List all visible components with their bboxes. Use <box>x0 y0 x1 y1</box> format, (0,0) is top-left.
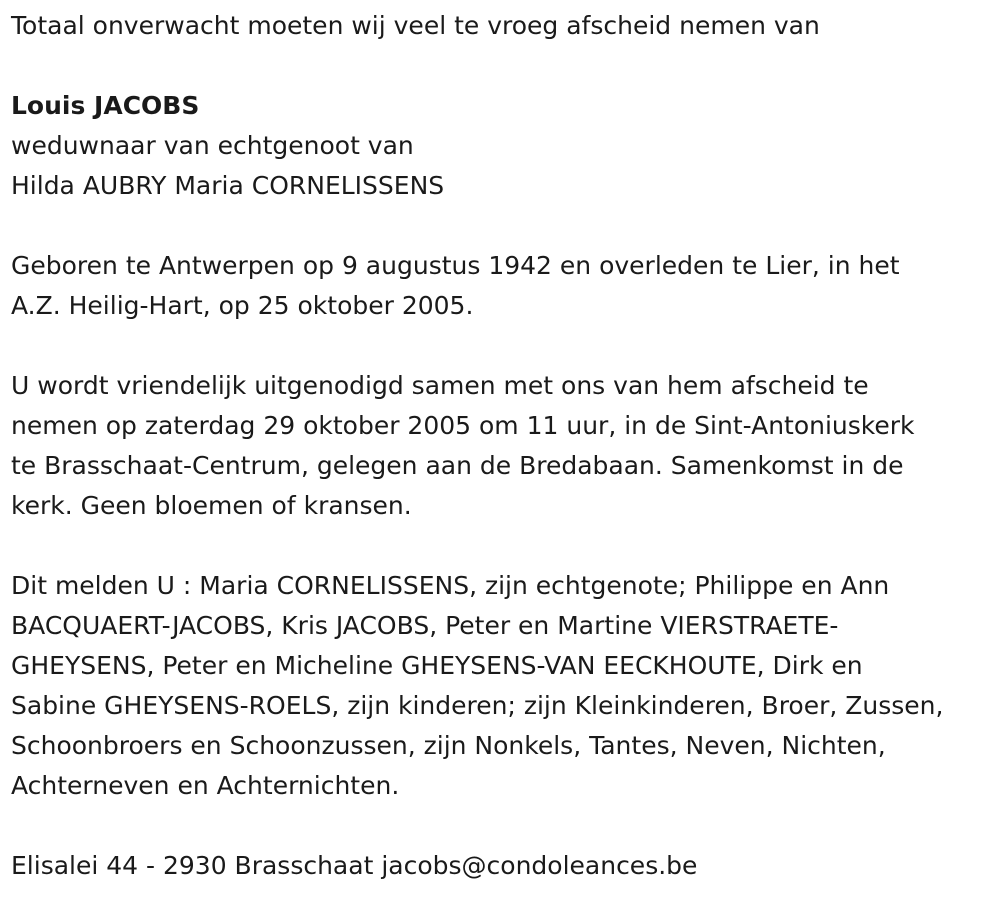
spouse-names: Hilda AUBRY Maria CORNELISSENS <box>11 171 445 200</box>
birth-death-paragraph <box>11 246 991 326</box>
paragraph-line: Sabine GHEYSENS-ROELS, zijn kinderen; zijn Kleinkinderen, Broer, Zussen, <box>11 691 944 720</box>
relation-text: weduwnaar van echtgenoot van <box>11 131 414 160</box>
invitation-paragraph <box>11 366 991 526</box>
paragraph-line: Geboren te Antwerpen op 9 augustus 1942 en overleden te Lier, in het <box>11 251 900 280</box>
paragraph-line: U wordt vriendelijk uitgenodigd samen met ons van hem afscheid te <box>11 371 869 400</box>
contact-address: Elisalei 44 - 2930 Brasschaat jacobs@condoleances.be <box>11 851 698 880</box>
paragraph-line: A.Z. Heilig-Hart, op 25 oktober 2005. <box>11 291 474 320</box>
obituary-notice <box>11 0 991 886</box>
intro-text: Totaal onverwacht moeten wij veel te vroeg afscheid nemen van <box>11 11 820 40</box>
paragraph-line: Achterneven en Achternichten. <box>11 771 400 800</box>
paragraph-line: Dit melden U : Maria CORNELISSENS, zijn echtgenote; Philippe en Ann <box>11 571 890 600</box>
family-paragraph <box>11 566 991 806</box>
paragraph-line: nemen op zaterdag 29 oktober 2005 om 11 uur, in de Sint-Antoniuskerk <box>11 411 915 440</box>
paragraph-line: Schoonbroers en Schoonzussen, zijn Nonkels, Tantes, Neven, Nichten, <box>11 731 886 760</box>
paragraph-line: BACQUAERT-JACOBS, Kris JACOBS, Peter en Martine VIERSTRAETE- <box>11 611 839 640</box>
paragraph-line: kerk. Geen bloemen of kransen. <box>11 491 412 520</box>
paragraph-line: GHEYSENS, Peter en Micheline GHEYSENS-VAN EECKHOUTE, Dirk en <box>11 651 863 680</box>
deceased-name: Louis JACOBS <box>11 91 200 120</box>
paragraph-line: te Brasschaat-Centrum, gelegen aan de Bredabaan. Samenkomst in de <box>11 451 904 480</box>
